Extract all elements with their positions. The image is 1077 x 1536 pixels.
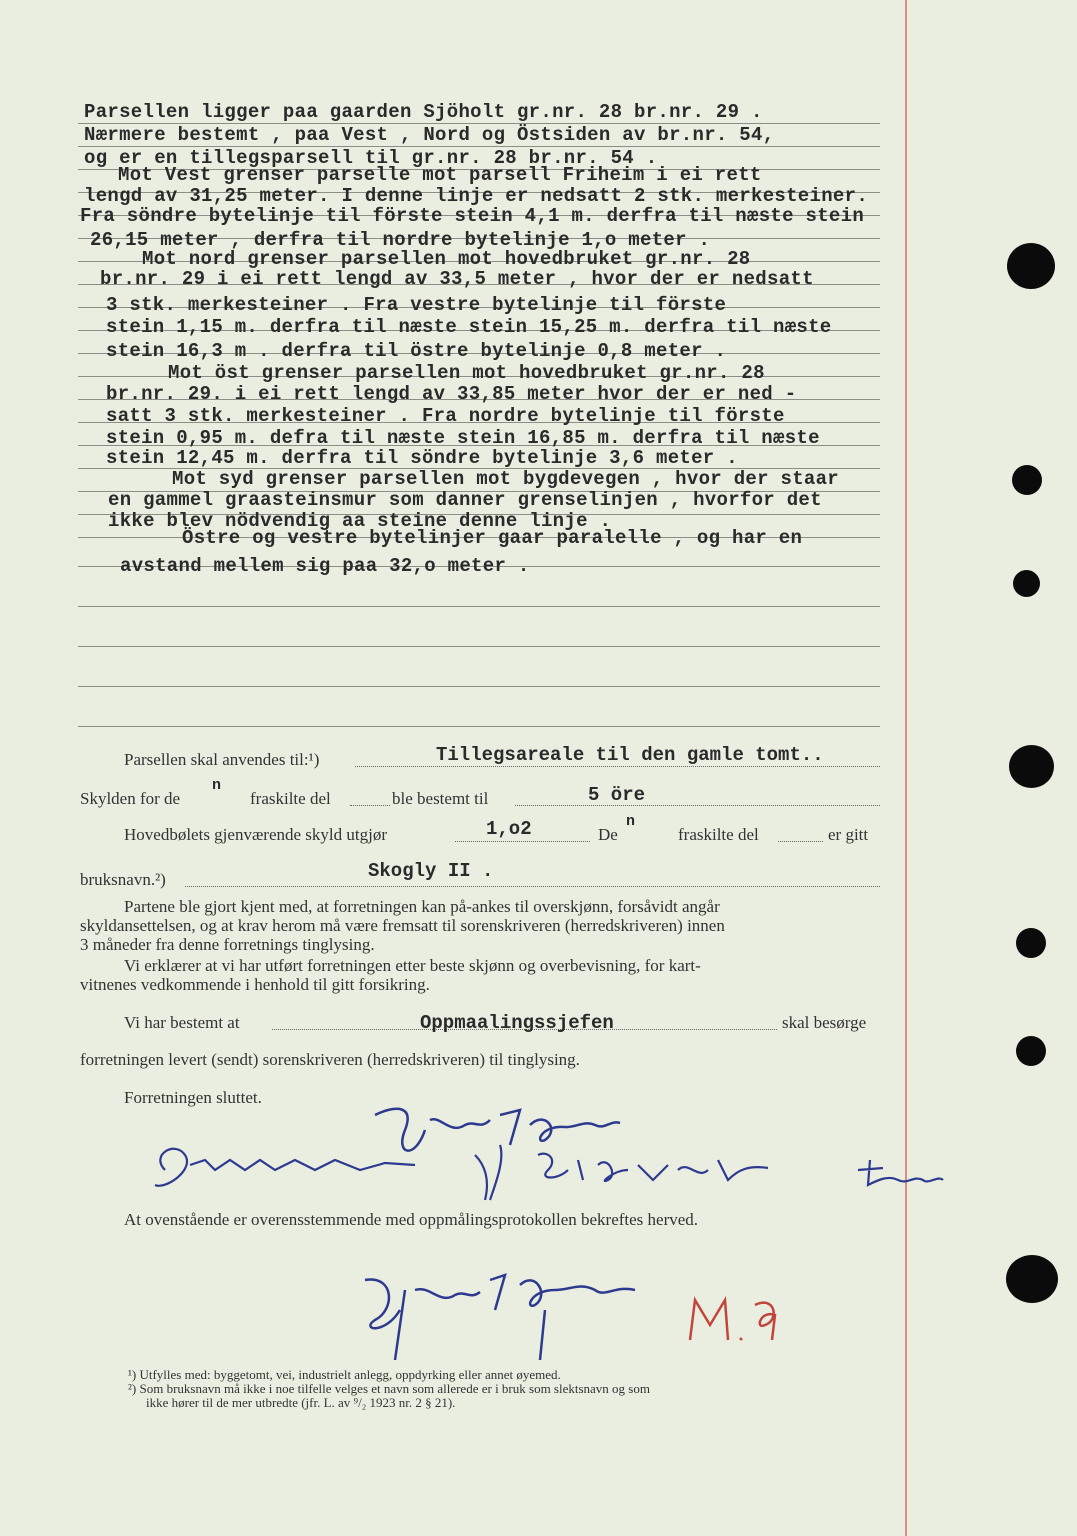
typed-line: Mot nord grenser parsellen mot hovedbruket gr.nr. 28 bbox=[142, 248, 751, 270]
bestemt-label: Vi har bestemt at bbox=[124, 1013, 240, 1032]
partene-line: Partene ble gjort kjent med, at forretningen kan på-ankes til overskjønn, forsåvidt angår bbox=[124, 897, 720, 916]
skyld-value: 5 öre bbox=[588, 784, 646, 806]
de-mid: fraskilte del bbox=[678, 825, 759, 844]
typed-line: Mot Vest grenser parselle mot parsell Friheim i ei rett bbox=[118, 164, 762, 186]
typed-line: Mot syd grenser parsellen mot bygdevegen , hvor der staar bbox=[172, 468, 840, 490]
levert-line: forretningen levert (sendt) sorenskriveren (herredskriveren) til tinglysing. bbox=[80, 1050, 580, 1069]
use-label: Parsellen skal anvendes til:¹) bbox=[124, 750, 320, 769]
attest-line: At ovenstående er overensstemmende med oppmålingsprotokollen bekreftes herved. bbox=[124, 1210, 699, 1229]
typed-line: avstand mellem sig paa 32,o meter . bbox=[120, 555, 530, 577]
besorge-label: skal besørge bbox=[782, 1013, 867, 1032]
typed-line: Nærmere bestemt , paa Vest , Nord og Östsiden av br.nr. 54, bbox=[84, 124, 775, 146]
margin-line bbox=[905, 0, 907, 1536]
punch-hole bbox=[1013, 570, 1040, 597]
punch-hole bbox=[1016, 928, 1046, 958]
punch-hole bbox=[1006, 1255, 1058, 1303]
de-end: er gitt bbox=[828, 825, 869, 844]
typed-line: lengd av 31,25 meter. I denne linje er nedsatt 2 stk. merkesteiner. bbox=[84, 185, 869, 207]
bestemt-value: Oppmaalingssjefen bbox=[420, 1012, 614, 1034]
punch-hole bbox=[1016, 1036, 1046, 1066]
partene-line: skyldansettelsen, og at krav herom må være fremsatt til sorenskriveren (herredskriveren) innen bbox=[80, 916, 725, 935]
typed-line: Parsellen ligger paa gaarden Sjöholt gr.nr. 28 br.nr. 29 . bbox=[84, 101, 763, 123]
typed-line: ikke blev nödvendig aa steine denne linje . bbox=[108, 510, 612, 532]
signature-sivard-tosse bbox=[528, 1140, 948, 1200]
typed-line: stein 1,15 m. derfra til næste stein 15,25 m. derfra til næste bbox=[106, 316, 832, 338]
typed-line: 26,15 meter , derfra til nordre bytelinje 1,o meter . bbox=[90, 229, 711, 251]
skyld-mid: fraskilte del bbox=[250, 789, 331, 808]
footnote-2-cont: ikke hører til de mer utbredte (jfr. L. av ⁹/₂ 1923 nr. 2 § 21). bbox=[146, 1395, 456, 1410]
typed-line: stein 16,3 m . derfra til östre bytelinje 0,8 meter . bbox=[106, 340, 727, 362]
de-sup: n bbox=[626, 813, 636, 830]
sluttet-line: Forretningen sluttet. bbox=[124, 1088, 262, 1107]
typed-line: Fra söndre bytelinje til förste stein 4,1 m. derfra til næste stein bbox=[80, 205, 865, 227]
de-label: De bbox=[598, 825, 618, 844]
signature-scribble bbox=[145, 1135, 525, 1205]
typed-line: br.nr. 29. i ei rett lengd av 33,85 meter hvor der er ned - bbox=[106, 383, 797, 405]
bruksnavn-label: bruksnavn.²) bbox=[80, 870, 166, 889]
typed-line: satt 3 stk. merkesteiner . Fra nordre bytelinje til förste bbox=[106, 405, 785, 427]
partene-line: 3 måneder fra denne forretnings tinglysing. bbox=[80, 935, 375, 954]
typed-line: en gammel graasteinsmur som danner grenselinjen , hvorfor det bbox=[108, 489, 822, 511]
hoved-value: 1,o2 bbox=[486, 818, 532, 840]
typed-line: og er en tillegsparsell til gr.nr. 28 br.nr. 54 . bbox=[84, 147, 658, 169]
erklaerer-line: vitnenes vedkommende i henhold til gitt forsikring. bbox=[80, 975, 430, 994]
punch-hole bbox=[1012, 465, 1042, 495]
footnote-2: ²) Som bruksnavn må ikke i noe tilfelle velges et navn som allerede er i bruk som slektsnavn og som bbox=[128, 1381, 650, 1396]
erklaerer-line: Vi erklærer at vi har utført forretningen etter beste skjønn og overbevisning, for kart- bbox=[124, 956, 701, 975]
punch-hole bbox=[1009, 745, 1054, 788]
skyld-sup: n bbox=[212, 777, 222, 794]
typed-line: 3 stk. merkesteiner . Fra vestre bytelinje til förste bbox=[106, 294, 727, 316]
skyld-mid2: ble bestemt til bbox=[392, 789, 489, 808]
typed-line: stein 12,45 m. derfra til söndre bytelinje 3,6 meter . bbox=[106, 447, 738, 469]
use-value: Tillegsareale til den gamle tomt.. bbox=[436, 744, 824, 766]
signature-knut-eggen-2 bbox=[355, 1250, 645, 1380]
footnote-1: ¹) Utfylles med: byggetomt, vei, industrielt anlegg, oppdyrking eller annet øyemed. bbox=[128, 1367, 561, 1382]
typed-line: Östre og vestre bytelinjer gaar paralelle , og har en bbox=[182, 527, 803, 549]
hoved-label: Hovedbølets gjenværende skyld utgjør bbox=[124, 825, 387, 844]
bruksnavn-value: Skogly II . bbox=[368, 860, 494, 882]
typed-line: stein 0,95 m. defra til næste stein 16,85 m. derfra til næste bbox=[106, 427, 820, 449]
typed-line: Mot öst grenser parsellen mot hovedbruket gr.nr. 28 bbox=[168, 362, 765, 384]
punch-hole bbox=[1007, 243, 1055, 289]
skyld-label: Skylden for de bbox=[80, 789, 181, 808]
typed-line: br.nr. 29 i ei rett lengd av 33,5 meter , hvor der er nedsatt bbox=[100, 268, 814, 290]
initials-mg bbox=[680, 1280, 790, 1350]
